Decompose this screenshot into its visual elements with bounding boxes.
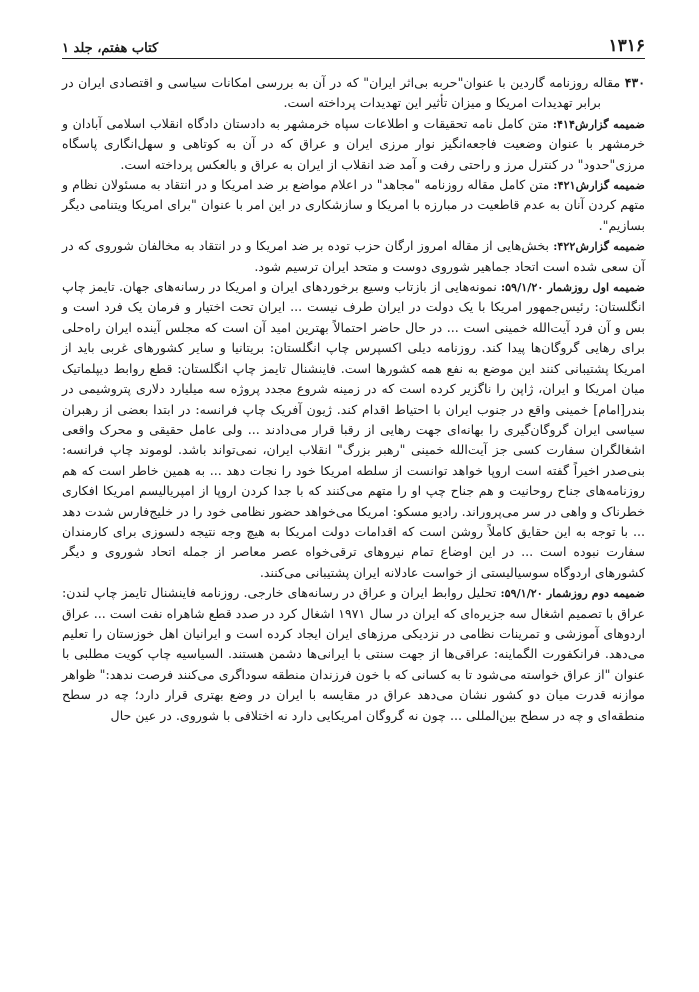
entry-text: تحلیل روابط ایران و عراق در رسانه‌های خارجی. روزنامه فاینشنال تایمز چاپ لندن: عراق با تصمیم اشغال سه جزیره‌ای که ایران در سال ۱۹۷۱ اشغال کرد در صدد قطع شاهراه نفت است ... عراق اردوهای آموزشی و تمرینات نظامی در نزدیکی مرزهای ایران ایجاد کرده است و ایرانیان اهل خوزستان را تعلیم می‌دهد. فرانکفورت الگماینه: عراقی‌ها از جهت سنتی با ایرانی‌ها دشمن هستند. السیاسیه چاپ کویت مطلبی با عنوان "از عراق خواسته می‌شود تا به کسانی که با خون فرزندان منطقه سوداگری می‌کنند فرصت ندهد:" ظواهر موازنه قدرت میان دو کشور نشان می‌دهد عراق در مقایسه با ایران در وضع بهتری قرار دارد؛ چه در سطح منطقه‌ای و چه در سطح بین‌المللی ... چون نه گروگان امریکایی دارد نه اختلافی با شوروی. در عین حال [62,585,645,723]
entry-label: ۴۳۰ [624,75,645,90]
entry-label: ضمیمه اول روزشمار ۵۹/۱/۲۰: [501,280,645,295]
page-number: ۱۳۱۶ [608,36,645,56]
entry-label: ضمیمه گزارش۴۲۲: [553,239,646,254]
entry-text: متن کامل نامه تحقیقات و اطلاعات سپاه خرمشهر به دادستان دادگاه انقلاب اسلامی آبادان و خرمشهر با عنوان وضعیت فاجعه‌انگیز نوار مرزی ایران و عراق که در آن به کوتاهی و سهل‌انگاری پاسگاه مرزی"حدود" در کنترل مرز و راحتی رفت و آمد ضد انقلاب از ایران به عراق و بالعکس پرداخته است. [62,115,645,172]
entry-text: متن کامل مقاله روزنامه "مجاهد" در اعلام مواضع بر ضد امریکا و در انتقاد به مسئولان نظام و متهم کردن آنان به عدم قاطعیت در مبارزه با امریکا و سازشکاری در این امر با عنوان "برای امریکا ویتنامی دیگر بسازیم". [62,177,645,233]
entry-label: ضمیمه گزارش۴۲۱: [553,178,645,193]
entry-appendix-422 [62,236,645,277]
entry-label: ضمیمه گزارش۴۱۴: [552,116,645,131]
entry-appendix-414 [62,114,645,175]
book-title: کتاب هفتم، جلد ۱ [62,41,159,56]
entry-text: نمونه‌هایی از بازتاب وسیع برخوردهای ایران و امریکا در رسانه‌های جهان. تایمز چاپ انگلستان: رئیس‌جمهور امریکا با یک دولت در ایران طرف نیست ... ایران تحت اختیار و فرمان یک فرد است و بس و آن فرد آیت‌الله خمینی است ... در حال حاضر احتمالاً بهترین امید آن است که مجلس آینده ایران راه‌حلی برای رهایی گروگان‌ها پیدا کند. روزنامه دیلی اکسپرس چاپ انگلستان: بریتانیا و سایر کشورهای غربی باید از امریکا پشتیبانی کنند این موضع به نفع همه کشورها است. فاینشنال تایمز چاپ انگلستان: قطع روابط دیپلماتیک میان امریکا و ایران، ژاپن را ناگزیر کرده است که در زمینه شروع مجدد پروژه سه میلیارد دلاری پتروشیمی در بندر[امام] خمینی واقع در جنوب ایران با احتیاط اقدام کند. ژیون آفریک چاپ فرانسه: در ابتدا بعضی از رهبران سیاسی ایران گروگان‌گیری را بهانه‌ای جهت رهایی از رقبا قرار می‌دادند ... ولی عامل حقیقی و محرک واقعی اشغالگران سفارت کسی جز آیت‌الله خمینی "رهبر بزرگ" انقلاب ایران، نمی‌تواند باشد. لوموند چاپ فرانسه: بنی‌صدر اخیراً گفته است اروپا خواهد توانست از سلطه امریکا خود را نجات دهد ... به همین خاطر است که هم روزنامه‌های جناح روحانیت و هم جناح چپ او را متهم می‌کنند که با جدا کردن اروپا از امپریالیسم امریکا افکاری خطرناک و واهی در سر می‌پروراند. رادیو مسکو: امریکا می‌خواهد حضور نظامی خود را در خلیج‌فارس شدت دهد ... با توجه به این حقایق کاملاً روشن است که اقدامات دولت امریکا به هیچ وجه نتیجه دلسوزی برای کارمندان سفارت نبوده است ... در این اوضاع تمام نیروهای ترقی‌خواه عصر معاصر از جمله اتحاد شوروی و دیگر کشورهای اردوگاه سوسیالیستی از خواست عادلانه ایران پشتیبانی می‌کنند. [62,279,645,580]
entry-430 [62,73,645,114]
entry-label: ضمیمه دوم روزشمار ۵۹/۱/۲۰: [500,586,645,601]
entry-text: بخش‌هایی از مقاله امروز ارگان حزب توده بر ضد امریکا و در انتقاد به مخالفان شوروی که در آن سعی شده است اتحاد جماهیر شوروی دوست و متحد ایران ترسیم شود. [62,238,645,274]
entry-second-appendix-chronology [62,583,645,726]
page-header [62,26,645,59]
page-content [62,73,645,726]
entry-first-appendix-chronology [62,277,645,583]
entry-text: مقاله روزنامه گاردین با عنوان"حربه بی‌اثر ایران" که در آن به بررسی امکانات سیاسی و اقتصادی ایران در برابر تهدیدات امریکا و میزان تأثیر این تهدیدات پرداخته است. [62,75,621,111]
entry-appendix-421 [62,175,645,236]
